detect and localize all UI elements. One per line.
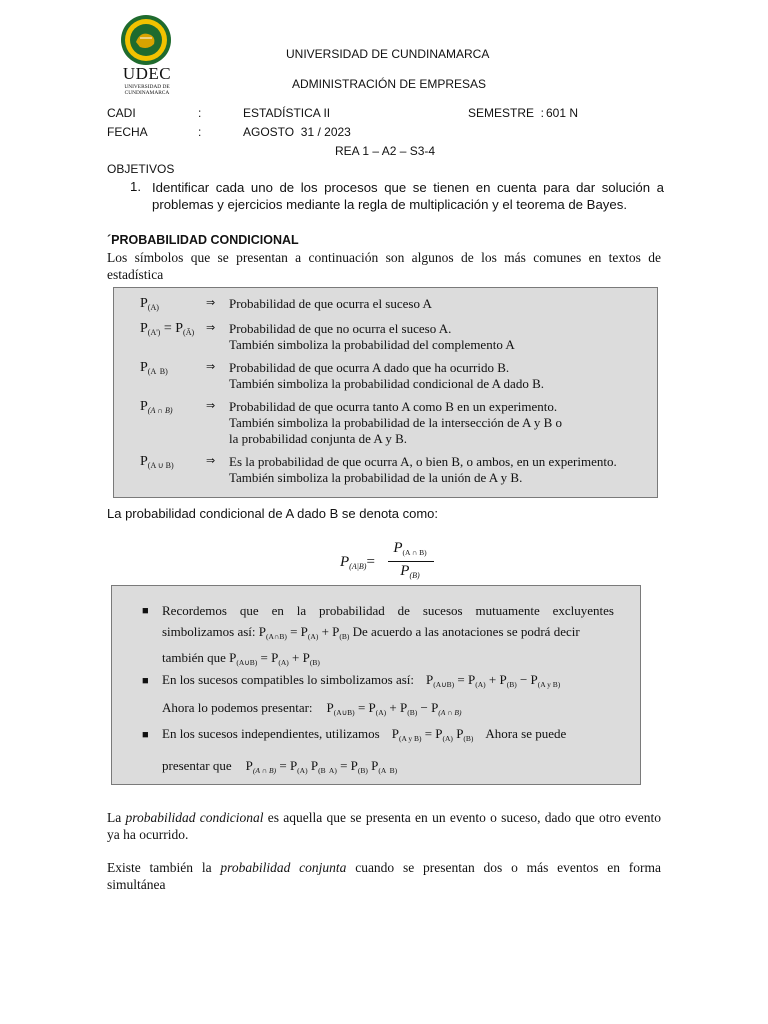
bullet-icon: ■ (142, 729, 149, 741)
notes-box (111, 585, 641, 785)
note-independent: En los sucesos independientes, utilizamos $P_{(A y B)} = P_{(A)}$ $P_{(B)}$ Ahora se puede presentar que $P_{(A \cap B)} = P_{(A)}$ $P_{(B A)} = P_{(B)}$ $P_{(A B)}$ (162, 726, 567, 775)
bullet-icon: ■ (142, 605, 149, 617)
objective-number: 1. (130, 179, 141, 194)
objective-item (152, 179, 664, 213)
formula-denominator: $P_{(B)}$ (400, 563, 420, 580)
paragraph-conditional: La probabilidad condicional es aquella que se presenta en un evento o suceso, dado que otro evento ya ha ocurrido. (107, 810, 661, 842)
logo-name: UDEC (122, 64, 172, 83)
objective-line-2: problemas y ejercicios mediante la regla de multiplicación y el teorema de Bayes. (152, 197, 627, 212)
cadi-colon: : (198, 106, 202, 120)
symbol-description: Es la probabilidad de que ocurra A, o bien B, o ambos, en un experimento. También simboliza la probabilidad de la unión de A y B. (229, 454, 617, 485)
symbol-description: Probabilidad de que ocurra tanto A como B en un experimento. También simboliza la probabilidad de la intersección de A y B o la probabilidad conjunta de A y B. (229, 399, 563, 446)
section-intro (107, 249, 661, 283)
implies-arrow-icon: ⇒ (206, 322, 216, 334)
symbol-description: Probabilidad de que ocurra A dado que ha ocurrido B. También simboliza la probabilidad condicional de A dado B. (229, 360, 544, 391)
cadi-value: ESTADÍSTICA II (243, 106, 331, 120)
symbol-expression: $P_{(A')} = P_{(Ā)}$ (140, 321, 195, 337)
cadi-label: CADI (107, 106, 136, 120)
symbol-description: Probabilidad de que ocurra el suceso A (229, 296, 432, 311)
paragraph-joint: Existe también la probabilidad conjunta cuando se presentan dos o más eventos en forma simultánea (107, 860, 661, 892)
fecha-label: FECHA (107, 125, 148, 139)
symbol-expression: $P_{(A \cup B)}$ (140, 454, 174, 470)
semester-label: SEMESTRE : (468, 106, 545, 120)
objective-line-1: Identificar cada uno de los procesos que se tienen en cuenta para dar solución a (152, 180, 664, 195)
formula-numerator: $P_{(A \cap B)}$ (393, 540, 427, 557)
logo-subtitle: UNIVERSIDAD DE CUNDINAMARCA (124, 84, 170, 96)
note-compatible: En los sucesos compatibles lo simbolizamos así: $P_{(A\cup B)} = P_{(A)} + P_{(B)} - P_{(A y B)}$ Ahora lo podemos presentar: $P_{(A\cup B)} = P_{(A)} + P_{(B)} - P_{(A \cap B)}$ (162, 672, 561, 717)
symbols-box (113, 287, 658, 498)
bullet-icon: ■ (142, 675, 149, 687)
fecha-value: AGOSTO 31 / 2023 (243, 125, 351, 139)
implies-arrow-icon: ⇒ (206, 400, 216, 412)
section-title: ´PROBABILIDAD CONDICIONAL (107, 233, 299, 247)
intro-line-2: estadística (107, 267, 164, 282)
program-name: ADMINISTRACIÓN DE EMPRESAS (292, 77, 487, 91)
symbol-description: Probabilidad de que no ocurra el suceso A. También simboliza la probabilidad del complemento A (229, 321, 515, 352)
symbol-expression: $P_{(A)}$ (140, 296, 159, 312)
formula-lhs: $P_{(A|B)}=$ (340, 554, 375, 571)
conditional-intro: La probabilidad condicional de A dado B se denota como: (107, 506, 439, 521)
fecha-colon: : (198, 125, 202, 139)
fraction-bar (388, 561, 434, 562)
symbol-expression: $P_{(A B)}$ (140, 360, 168, 376)
semester-value: 601 N (546, 106, 579, 120)
symbol-expression: $P_{(A \cap B)}$ (140, 399, 173, 415)
implies-arrow-icon: ⇒ (206, 361, 216, 373)
intro-line-1: Los símbolos que se presentan a continuación son algunos de los más comunes en textos de (107, 250, 661, 265)
university-name: UNIVERSIDAD DE CUNDINAMARCA (286, 47, 490, 61)
implies-arrow-icon: ⇒ (206, 297, 216, 309)
objectives-title: OBJETIVOS (107, 162, 175, 176)
rea-code: REA 1 – A2 – S3-4 (335, 144, 436, 158)
conditional-formula (340, 540, 450, 584)
implies-arrow-icon: ⇒ (206, 455, 216, 467)
note-exclusive: Recordemos que en la probabilidad de sucesos mutuamente excluyentes simbolizamos así: $P_{(A\cap B)} = P_{(A)} + P_{(B)}$ De acuerdo a las anotaciones se podrá decir también que $P_{(A\cup B)} = P_{(A)} + P_{(B)}$ (162, 603, 614, 667)
